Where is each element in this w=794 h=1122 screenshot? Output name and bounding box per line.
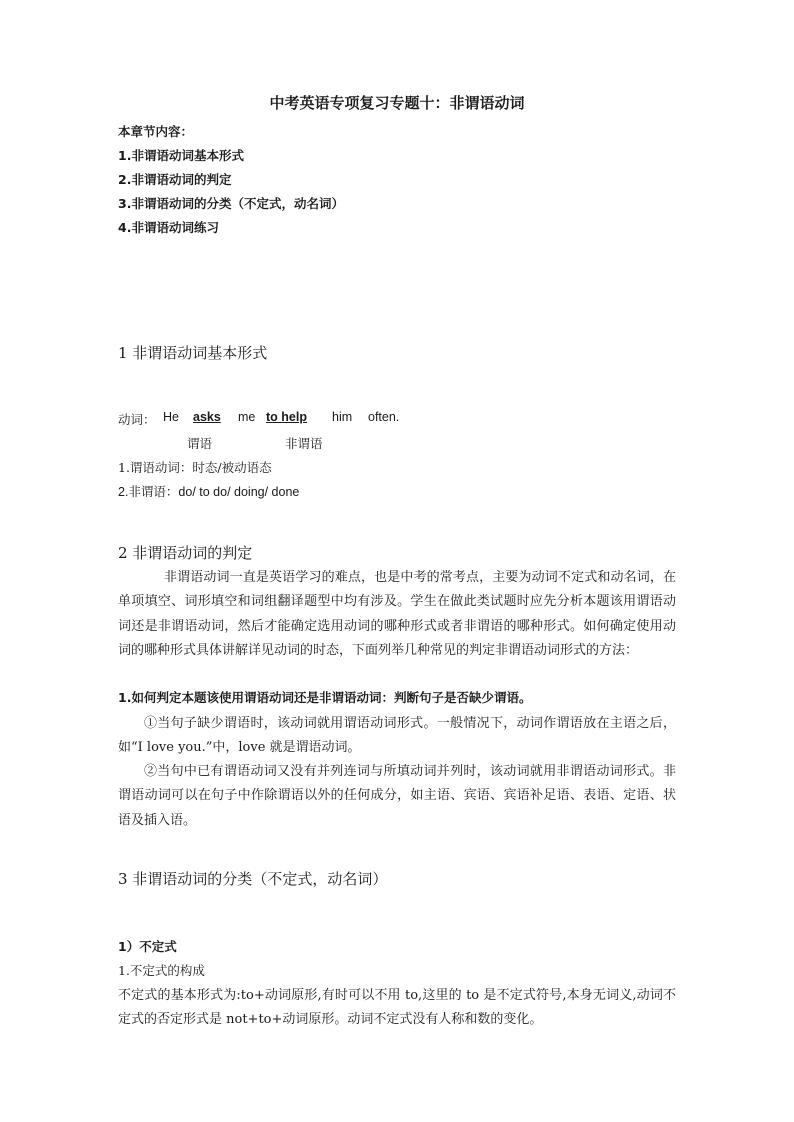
rule-2: ②当句中已有谓语动词又没有并列连词与所填动词并列时，该动词就用非谓语动词形式。非谓语动词可以在句子中作除谓语以外的任何成分，如主语、宾语、宾语补足语、表语、定语、状语及插入语。 [118,764,676,828]
page-title: 中考英语专项复习专题十：非谓语动词 [269,94,525,112]
rule-1: ①当句子缺少谓语时，该动词就用谓语动词形式。一般情况下，动词作谓语放在主语之后，如“I love you.”中，love 就是谓语动词。 [118,716,676,756]
word-asks: asks [193,410,221,424]
example-prefix: 动词： [118,412,156,427]
toc-heading: 本章节内容： [118,124,194,139]
toc-item-4: 4.非谓语动词练习 [118,220,219,235]
subheading-infinitive-structure: 1.不定式的构成 [118,963,205,978]
label-predicate: 谓语 [187,436,213,451]
word-me: me [238,410,256,424]
word-to-help: to help [266,410,307,424]
example-sentence [118,410,156,428]
section3-heading: 3 非谓语动词的分类（不定式，动名词） [118,870,388,888]
point-2: 2.非谓语：do/ to do/ doing/ done [118,485,300,499]
section2-heading: 2 非谓语动词的判定 [118,544,253,562]
toc-item-2: 2.非谓语动词的判定 [118,172,232,187]
word-him: him [332,410,353,424]
word-he: He [163,410,179,424]
section2-intro: 非谓语动词一直是英语学习的难点，也是中考的常考点，主要为动词不定式和动名词，在单项填空、词形填空和词组翻译题型中均有涉及。学生在做此类试题时应先分析本题该用谓语动词还是非谓语动词，然后才能确定选用动词的哪种形式或者非谓语的哪种形式。如何确定使用动词的哪种形式具体讲解详见动词的时态，下面列举几种常见的判定非谓语动词形式的方法： [118,570,676,658]
toc-item-3: 3.非谓语动词的分类（不定式，动名词） [118,196,344,211]
subheading-infinitive: 1）不定式 [118,939,177,954]
section2-question: 1.如何判定本题该使用谓语动词还是非谓语动词：判断句子是否缺少谓语。 [118,690,532,705]
label-nonpredicate: 非谓语 [285,436,323,451]
infinitive-text: 不定式的基本形式为:to+动词原形,有时可以不用 to,这里的 to 是不定式符号,本身无词义,动词不定式的否定形式是 not+to+动词原形。动词不定式没有人称和数的变化。 [118,988,676,1028]
word-often: often. [368,410,400,424]
toc-item-1: 1.非谓语动词基本形式 [118,148,244,163]
point-1: 1.谓语动词：时态/被动语态 [118,460,272,475]
section1-heading: 1 非谓语动词基本形式 [118,344,268,362]
